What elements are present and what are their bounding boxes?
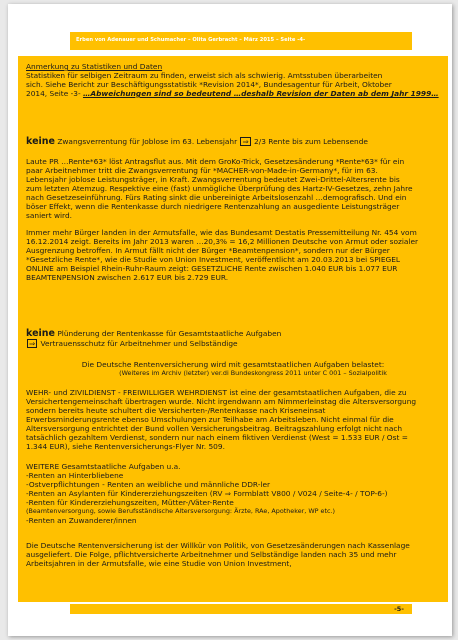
list-item: -Renten für Kindererziehungszeiten, Mütter-/Väter-Rente <box>26 498 234 507</box>
stats-line: sich. Siehe Bericht zur Beschäftigungsstatistik *Revision 2014*, Bundesagentur für Arbeit, Oktober <box>26 80 392 89</box>
pluenderung-center-text: Die Deutsche Rentenversicherung wird mit gesamtstaatlichen Aufgaben belastet: <box>81 360 385 369</box>
paragraph-line: böser Effekt, wenn die Rentenkasse durch niedrigere Rentenzahlung an ausgediente Leistungsträger <box>26 202 400 211</box>
paragraph-line: saniert wird. <box>26 211 72 220</box>
list-item: -Renten an Zuwanderer/innen <box>26 516 137 525</box>
paragraph-line: Arbeitsjahren in der Armutsfalle, wie eine Studie von Union Investment, <box>26 559 292 568</box>
document-page <box>8 4 452 636</box>
paragraph-line: WEHR- und ZIVILDIENST - FREIWILLIGER WEHRDIENST ist eine der gesamtstaatlichen Aufgaben, die zu <box>26 388 407 397</box>
pluenderung-keyword: keine <box>26 328 55 339</box>
paragraph-line: Immer mehr Bürger landen in der Armutsfalle, wie das Bundesamt Destatis Pressemitteilung Nr. 454 vom <box>26 228 417 237</box>
pluenderung-subheading <box>26 339 448 348</box>
zwang-heading-text: 2/3 Rente bis zum Lebensende <box>251 137 368 146</box>
paragraph-line: Die Deutsche Rentenversicherung ist der Willkür von Politik, von Gesetzesänderungen nach Kassenlage <box>26 541 410 550</box>
paragraph-line: Ausgrenzung betroffen. In Armut fällt nicht der Bürger *Beamtenpension*, sondern nur der Bürger <box>26 246 390 255</box>
paragraph-line: *Gesetzliche Rente*, wie die Studie von Union Investment, veröffentlicht am 20.03.2013 bei SPIEGEL <box>26 255 401 264</box>
paragraph-line: ausgeliefert. Die Folge, pflichtversicherte Arbeitnehmer und Selbständige landen nach 35 und mehr <box>26 550 397 559</box>
paragraph-line: 16.12.2014 zeigt. Bereits im Jahr 2013 waren …20,3% = 16,2 Millionen Deutsche von Armut oder sozialer <box>26 237 419 246</box>
stats-line-text: 2014, Seite -3- <box>26 89 83 98</box>
zwang-heading-text: Zwangsverrentung für Joblose im 63. Lebensjahr <box>54 137 240 146</box>
paragraph-line: Versichertengemeinschaft übertragen wurde. Nicht irgendwann am Nimmerleinstag die Altersversorgung <box>26 397 417 406</box>
zwang-heading <box>26 136 448 147</box>
paragraph-line: sondern bereits heute schultert die Versicherten-/Rentenkasse nach Kriseneinsat <box>26 406 326 415</box>
paragraph-line: Erwerbsminderungsrente ebenso Umschulungen zur Teilhabe am Arbeitsleben. Nicht einmal für die <box>26 415 394 424</box>
list-item: -Ostverpflichtungen - Renten an weibliche und männliche DDR-ler <box>26 480 271 489</box>
pluenderung-heading-text: Plünderung der Rentenkasse für Gesamtstaatliche Aufgaben <box>54 329 282 338</box>
paragraph-line: Lebensjahr joblose Leistungsträger, in Kraft. Zwangsverrentung bedeutet Zwei-Drittel-Altersrente bis <box>26 175 400 184</box>
list-heading: WEITERE Gesamtstaatliche Aufgaben u.a. <box>26 462 181 471</box>
pluenderung-subheading-text: Vertrauensschutz für Arbeitnehmer und Selbständige <box>38 339 238 348</box>
list-note: (Beamtenversorgung, sowie Berufsständische Altersversorgung: Ärzte, RAe, Apotheker, WP etc.) <box>26 507 336 515</box>
paragraph-line: zum letzten Atemzug. Respektive eine (fast) unmögliche Überprüfung des Hartz-IV-Gesetzes, zehn Jahre <box>26 184 413 193</box>
arrow-icon: ⇒ <box>29 339 36 348</box>
pluenderung-center-note: (Weiteres im Archiv (letzter) ver.di Bundeskongress 2011 unter C 001 – Sozialpolitik <box>119 369 387 377</box>
paragraph-line: Laute PR …Rente*63* löst Antragsflut aus. Mit dem GroKo-Trick, Gesetzesänderung *Rente*63* für ein <box>26 157 405 166</box>
stats-line-emphasis: …Abweichungen sind so bedeutend …deshalb Revision der Daten ab dem Jahr 1999… <box>82 89 439 98</box>
header-title: Erben von Adenauer und Schumacher – Olita Gerbracht – März 2015 – Seite -4- <box>76 37 306 43</box>
paragraph-line: 1.344 EUR), siehe Rentenversicherungs-Flyer Nr. 509. <box>26 442 225 451</box>
paragraph-line: ONLINE am Beispiel Rhein-Ruhr-Raum zeigt: GESETZLICHE Rente zwischen 1.040 EUR bis 1.077 EUR <box>26 264 398 273</box>
zwang-keyword: keine <box>26 136 55 147</box>
arrow-icon: ⇒ <box>242 137 249 146</box>
stats-line: Statistiken für selbigen Zeitraum zu finden, erweist sich als schwierig. Amtsstuben überarbeiten <box>26 71 383 80</box>
stats-line <box>26 89 448 98</box>
paragraph-line: Altersversorgung entrichtet der Bund vollen Versicherungsbeitrag. Beitragszahlung erfolgt nicht nach <box>26 424 403 433</box>
paragraph-line: paar Arbeitnehmer tritt die Zwangsverrentung für *MACHER-von-Made-in-Germany*, für im 63. <box>26 166 378 175</box>
page-body <box>18 56 448 602</box>
page-header <box>70 32 412 50</box>
list-item: -Renten an Hinterbliebene <box>26 471 124 480</box>
list-item: -Renten an Asylanten für Kindererziehungszeiten (RV ⇒ Formblatt V800 / V024 / Seite-4- / TOP-6-) <box>26 489 388 498</box>
stats-heading: Anmerkung zu Statistiken und Daten <box>26 62 163 71</box>
pluenderung-heading <box>26 328 448 339</box>
paragraph-line: tatsächlich gezahltem Verdienst, sondern nur nach einem fiktiven Verdienst (West = 1.533 EUR / Ost = <box>26 433 408 442</box>
page-number: -5- <box>394 605 404 613</box>
page-footer <box>70 604 412 614</box>
paragraph-line: nach Gesetzeseinführung. Fürs Rating sinkt die unbereinigte Arbeitslosenzahl …demografisch. Und ein <box>26 193 407 202</box>
paragraph-line: BEAMTENPENSION zwischen 2.617 EUR bis 2.729 EUR. <box>26 273 229 282</box>
